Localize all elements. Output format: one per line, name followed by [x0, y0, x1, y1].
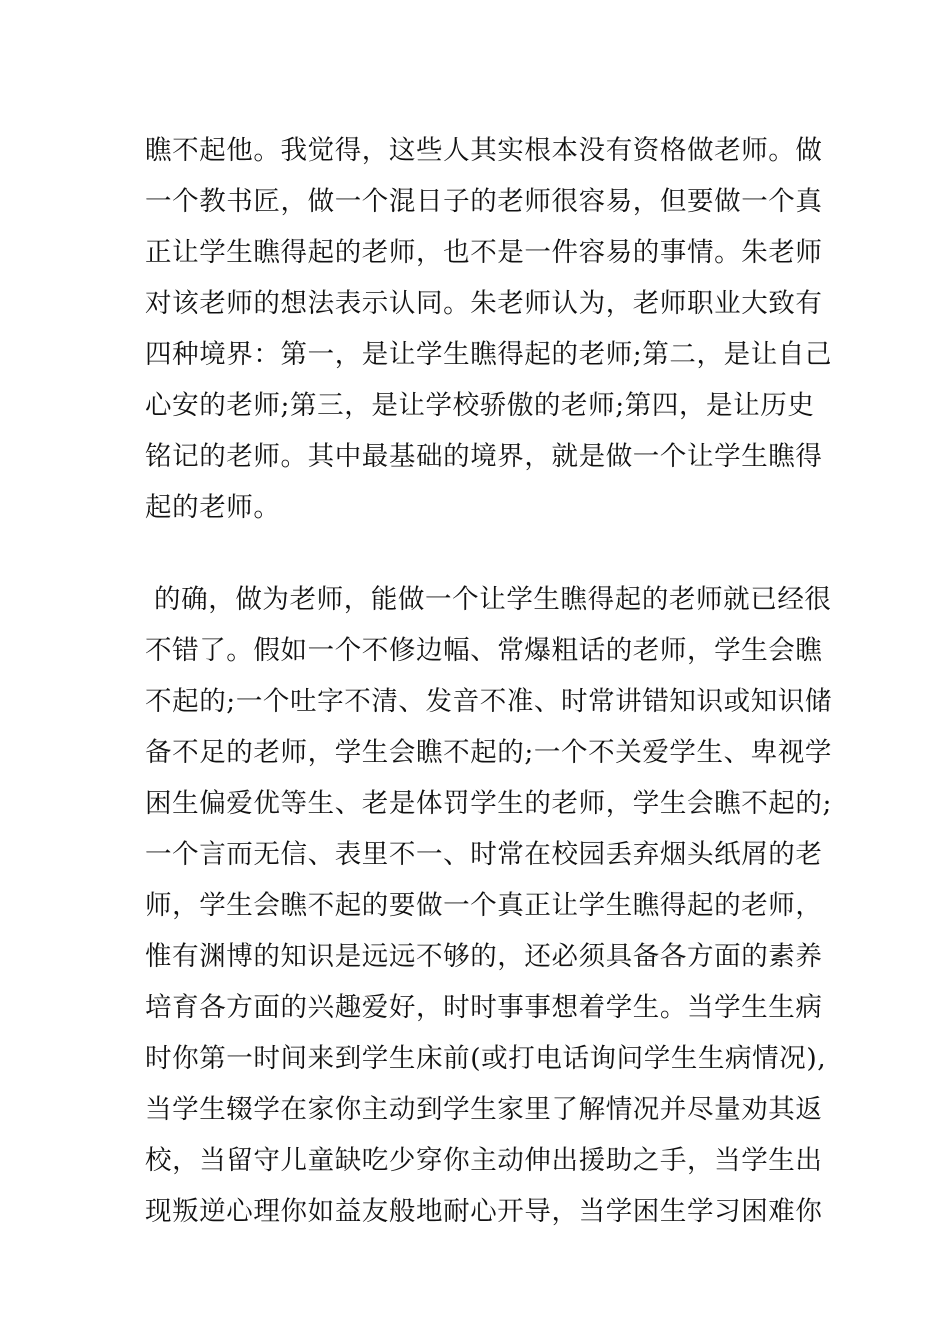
text-line: 正让学生瞧得起的老师，也不是一件容易的事情。朱老师 — [145, 237, 823, 268]
text-line: 一个教书匠，做一个混日子的老师很容易，但要做一个真 — [145, 186, 823, 217]
text-line: 心安的老师;第三，是让学校骄傲的老师;第四，是让历史 — [145, 390, 815, 421]
text-line: 不起的;一个吐字不清、发音不准、时常讲错知识或知识储 — [145, 686, 833, 717]
text-line: 惟有渊博的知识是远远不够的，还必须具备各方面的素养 — [145, 941, 823, 972]
text-line: 备不足的老师，学生会瞧不起的;一个不关爱学生、卑视学 — [145, 737, 833, 768]
text-line: 一个言而无信、表里不一、时常在校园丢弃烟头纸屑的老 — [145, 839, 823, 870]
text-line: 当学生辍学在家你主动到学生家里了解情况并尽量劝其返 — [145, 1094, 823, 1125]
text-line: 不错了。假如一个不修边幅、常爆粗话的老师，学生会瞧 — [145, 635, 823, 666]
paragraph-2 — [145, 574, 833, 1237]
text-line: 铭记的老师。其中最基础的境界，就是做一个让学生瞧得 — [145, 441, 823, 472]
text-line: 对该老师的想法表示认同。朱老师认为，老师职业大致有 — [145, 288, 823, 319]
text-line: 瞧不起他。我觉得，这些人其实根本没有资格做老师。做 — [145, 135, 823, 166]
text-line: 起的老师。 — [145, 492, 281, 523]
text-line: 培育各方面的兴趣爱好，时时事事想着学生。当学生生病 — [145, 992, 823, 1023]
paragraph-1 — [145, 125, 833, 533]
text-line: 时你第一时间来到学生床前(或打电话询问学生生病情况), — [145, 1043, 827, 1074]
text-line: 的确，做为老师，能做一个让学生瞧得起的老师就已经很 — [145, 584, 832, 615]
text-line: 师，学生会瞧不起的要做一个真正让学生瞧得起的老师， — [145, 890, 823, 921]
text-line: 四种境界：第一，是让学生瞧得起的老师;第二，是让自己 — [145, 339, 833, 370]
text-line: 困生偏爱优等生、老是体罚学生的老师，学生会瞧不起的; — [145, 788, 833, 819]
text-line: 现叛逆心理你如益友般地耐心开导，当学困生学习困难你 — [145, 1196, 823, 1227]
text-line: 校，当留守儿童缺吃少穿你主动伸出援助之手，当学生出 — [145, 1145, 823, 1176]
